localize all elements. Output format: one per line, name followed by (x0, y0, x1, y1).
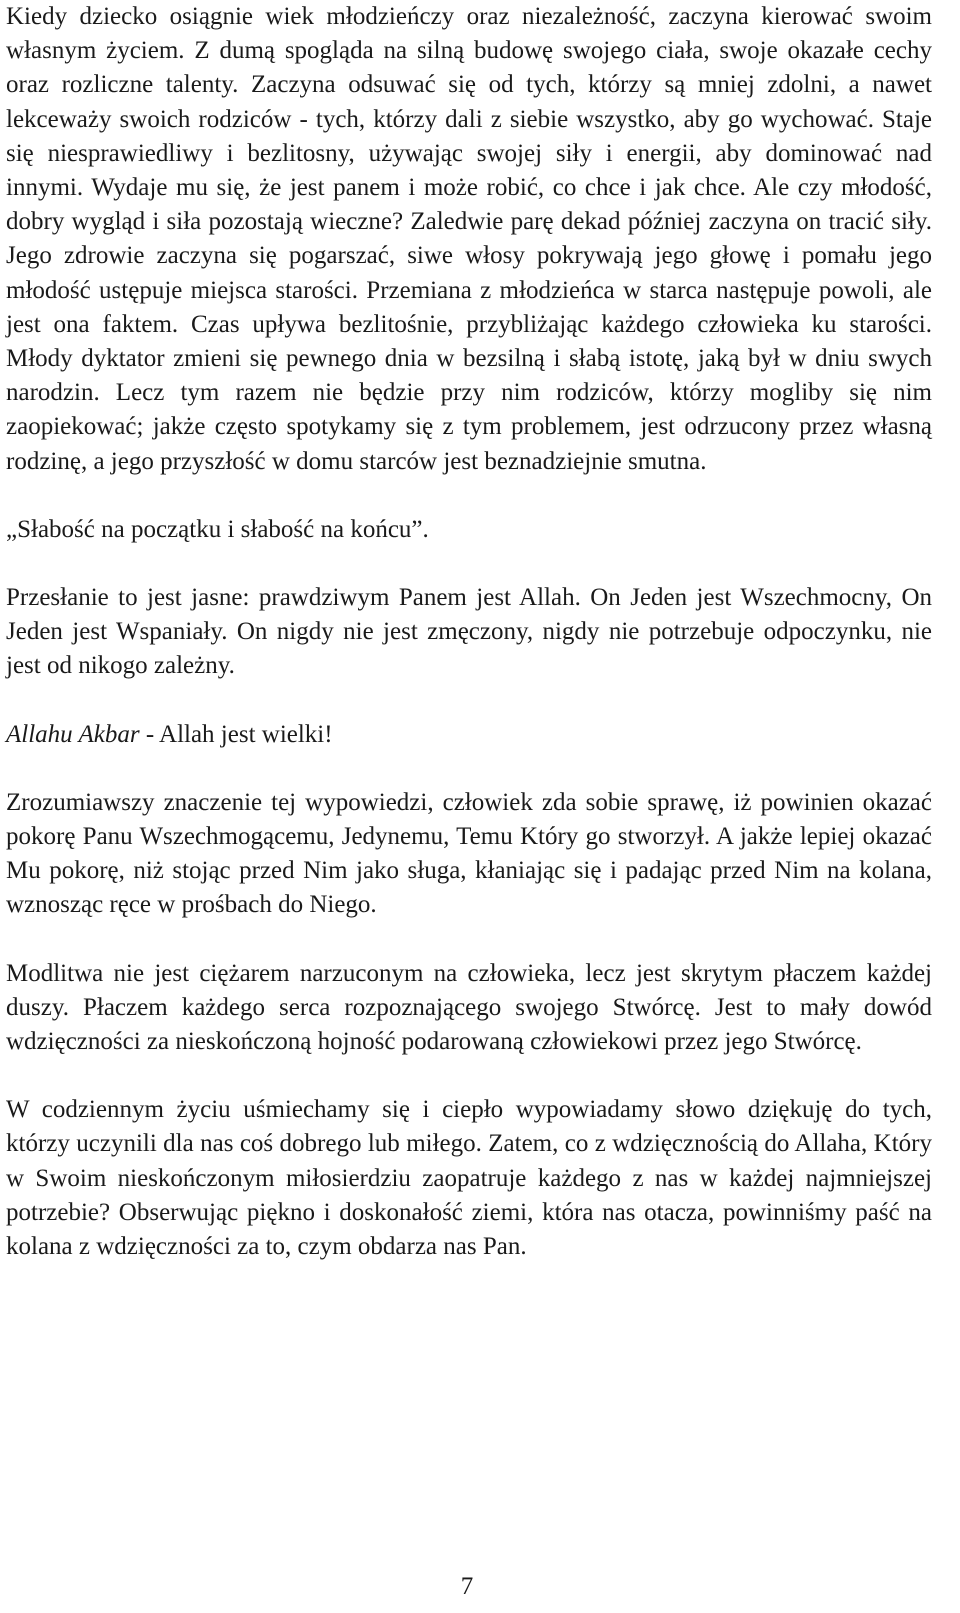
takbir-phrase: Allahu Akbar (6, 720, 140, 748)
takbir-translation: - Allah jest wielki! (139, 720, 333, 748)
paragraph-humility: Zrozumiawszy znaczenie tej wypowiedzi, człowiek zda sobie sprawę, iż powinien okazać pokorę Panu Wszechmogącemu, Jedynemu, Temu Który go stworzył. A jakże lepiej okazać Mu pokorę, niż stojąc przed Nim jako sługa, kłaniając się i padając przed Nim na kolana, wznosząc ręce w prośbach do Niego. (6, 788, 932, 919)
paragraph-takbir (6, 718, 932, 752)
paragraph-prayer: Modlitwa nie jest ciężarem narzuconym na człowieka, lecz jest skrytym płaczem każdej duszy. Płaczem każdego serca rozpoznającego swojego Stwórcę. Jest to mały dowód wdzięczności za nieskończoną hojność podarowaną człowiekowi przez jego Stwórcę. (6, 959, 932, 1056)
paragraph-quote: „Słabość na początku i słabość na końcu”. (6, 515, 429, 543)
paragraph-message: Przesłanie to jest jasne: prawdziwym Panem jest Allah. On Jeden jest Wszechmocny, On Jeden jest Wspaniały. On nigdy nie jest zmęczony, nigdy nie potrzebuje odpoczynku, nie jest od nikogo zależny. (6, 584, 932, 680)
paragraph-youth: Kiedy dziecko osiągnie wiek młodzieńczy oraz niezależność, zaczyna kierować swoim własnym życiem. Z dumą spogląda na silną budowę swojego ciała, swoje okazałe cechy oraz rozliczne talenty. Zaczyna odsuwać się od tych, którzy są mniej zdolni, a nawet lekceważy swoich rodziców - tych, którzy dali z siebie wszystko, aby go wychować. Staje się niesprawiedliwy i bezlitosny, używając swojej siły i energii, aby dominować nad innymi. Wydaje mu się, że jest panem i może robić, co chce i jak chce. Ale czy młodość, dobry wygląd i siła pozostają wieczne? Zaledwie parę dekad później zaczyna on tracić siły. Jego zdrowie zaczyna się pogarszać, siwe włosy pokrywają jego głowę i pomału jego młodość ustępuje miejsca starości. Przemiana z młodzieńca w starca następuje powoli, ale jest ona faktem. Czas upływa bezlitośnie, przybliżając każdego człowieka ku starości. Młody dyktator zmieni się pewnego dnia w bezsilną i słabą istotę, jaką był w dniu swych narodzin. Lecz tym razem nie będzie przy nim rodziców, którzy mogliby się nim zaopiekować; jakże często spotykamy się z tym problemem, jest odrzucony przez własną rodzinę, a jego przyszłość w domu starców jest beznadziejnie smutna. (6, 3, 932, 475)
page-number: 7 (460, 1573, 474, 1600)
document-page (6, 0, 932, 1264)
paragraph-gratitude: W codziennym życiu uśmiechamy się i ciepło wypowiadamy słowo dziękuję do tych, którzy uczynili dla nas coś dobrego lub miłego. Zatem, co z wdzięcznością do Allaha, Który w Swoim nieskończonym miłosierdziu zaopatruje każdego z nas w każdej najmniejszej potrzebie? Obserwując piękno i doskonałość ziemi, która nas otacza, powinniśmy paść na kolana z wdzięczności za to, czym obdarza nas Pan. (6, 1096, 932, 1261)
